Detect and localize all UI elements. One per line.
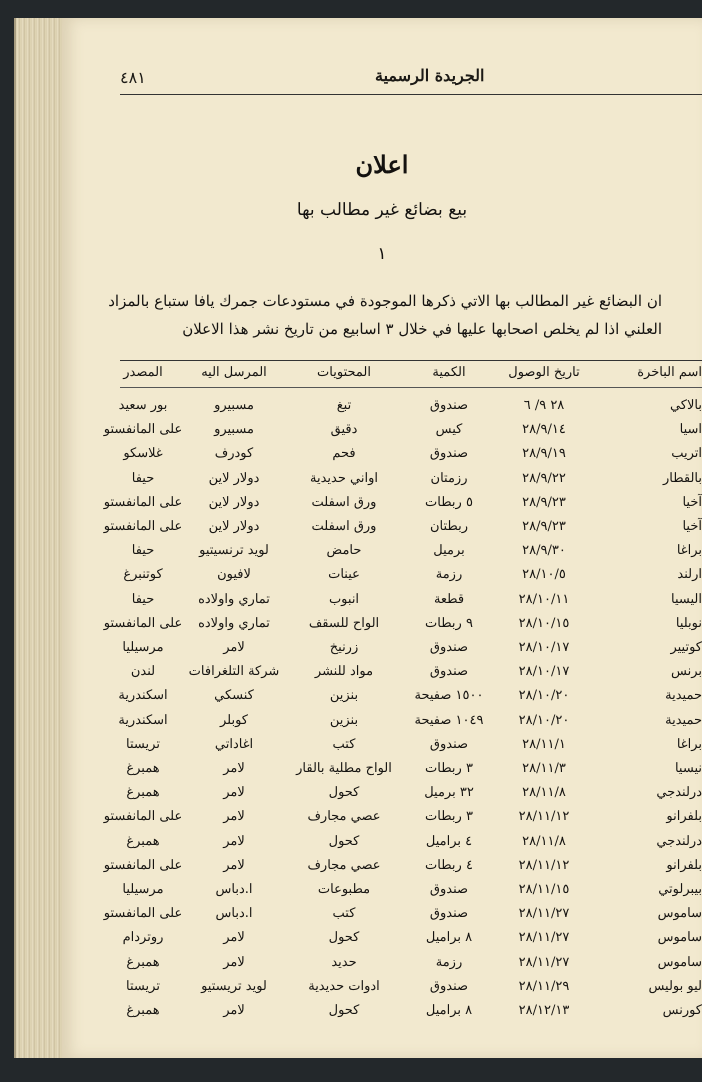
cell-ship: كوتيير (670, 640, 702, 655)
cell-date: ٢٨/١١/١٢ (518, 857, 570, 873)
table-row (62, 495, 702, 517)
cell-consignee: تماري واولاده (198, 591, 270, 607)
cell-ship: بالاكي (669, 398, 702, 413)
cell-contents: ادوات حديدية (308, 978, 380, 994)
table-row (62, 567, 702, 589)
cell-quantity: صندوق (429, 664, 469, 680)
cell-ship: درلندجي (656, 785, 702, 801)
cell-quantity: ١٥٠٠ صفيحة (414, 688, 484, 704)
cell-origin: حيفا (131, 591, 155, 607)
cell-origin: همبرغ (126, 833, 160, 849)
notice-number: ١ (377, 244, 387, 264)
cell-contents: دقيق (330, 422, 358, 438)
cell-date: ٢٨/٩/١٤ (522, 422, 566, 438)
cell-consignee: مسبيرو (214, 422, 254, 438)
cell-ship: بلفرانو (666, 809, 702, 825)
cell-consignee: دولار لاين (208, 494, 260, 510)
cell-date: ٢٨/٩/٢٣ (522, 519, 566, 534)
cell-origin: حيفا (131, 543, 155, 559)
cell-consignee: لامر (223, 857, 245, 873)
cell-ship: بيبرلوتي (658, 882, 702, 897)
publication-title: الجريدة الرسمية (375, 66, 485, 85)
cell-origin: على المانفستو (103, 422, 183, 438)
column-header-consignee: المرسل اليه (201, 365, 267, 380)
cell-contents: عينات (328, 567, 360, 583)
cell-contents: ورق اسفلت (311, 519, 377, 534)
table-row (62, 1003, 702, 1025)
cell-contents: اواني حديدية (310, 470, 378, 486)
table-row (62, 543, 702, 565)
table-row (62, 785, 702, 807)
page-number: ٤٨١ (120, 68, 146, 87)
cell-quantity: رزمة (435, 567, 463, 583)
table-header (62, 365, 702, 385)
cell-origin: على المانفستو (103, 906, 183, 922)
intro-line-1: ان البضائع غير المطالب بها الاتي ذكرها الموجودة في مستودعات جمرك يافا ستباع بالمزاد (108, 292, 662, 310)
notice-subtitle: بيع بضائع غير مطالب بها (296, 200, 468, 220)
cell-quantity: ٤ براميل (425, 833, 473, 849)
cell-quantity: ٥ ربطات (425, 494, 473, 510)
cell-quantity: كيس (435, 422, 463, 438)
table-row (62, 737, 702, 759)
cell-date: ٢٨/١٠/١١ (518, 591, 570, 607)
cell-origin: روتردام (122, 930, 164, 946)
cell-quantity: رزمتان (430, 470, 468, 486)
table-row (62, 640, 702, 662)
cell-date: ٢٨/١٠/٥ (522, 567, 566, 583)
cell-contents: الواح للسقف (308, 615, 380, 631)
cell-consignee: دولار لاين (208, 470, 260, 486)
cell-origin: على المانفستو (103, 494, 183, 510)
cell-date: ٢٨/١١/١٥ (518, 882, 570, 897)
cell-date: ٢٨/١٠/٢٠ (518, 688, 570, 704)
cell-quantity: رزمة (435, 954, 463, 970)
cell-contents: انبوب (328, 591, 360, 607)
cell-consignee: لامر (223, 640, 245, 655)
cell-consignee: ا.دباس (215, 882, 253, 897)
cell-contents: كحول (328, 833, 360, 849)
cell-quantity: ٤ ربطات (425, 857, 473, 873)
cell-consignee: لويد تريستيو (201, 978, 267, 994)
document-page (62, 18, 702, 1058)
table-row (62, 664, 702, 686)
cell-date: ٢٨/٩/٢٢ (522, 470, 566, 486)
cell-origin: اسكندرية (118, 688, 168, 704)
cell-quantity: صندوق (429, 978, 469, 994)
cell-contents: عصي مجارف (307, 857, 381, 873)
cell-quantity: قطعة (433, 591, 465, 607)
cell-date: ٢٨/١١/٨ (522, 785, 566, 801)
intro-line-2: العلني اذا لم يخلص اصحابها عليها في خلال ٣ اسابيع من تاريخ نشر هذا الاعلان (182, 320, 662, 338)
cell-ship: اليسيا (671, 591, 702, 607)
cell-ship: حميدية (665, 712, 702, 728)
cell-contents: الواح مطلية بالقار (296, 761, 392, 776)
cell-consignee: لامر (223, 1003, 245, 1018)
cell-consignee: لامر (223, 809, 245, 825)
table-row (62, 955, 702, 977)
cell-date: ٢٨/١١/١٢ (518, 809, 570, 825)
cell-ship: آخيا (682, 519, 702, 534)
table-row (62, 519, 702, 541)
cell-consignee: لامر (223, 833, 245, 849)
cell-ship: برنس (671, 664, 702, 680)
table-row (62, 979, 702, 1001)
cell-origin: همبرغ (126, 1003, 160, 1018)
cell-date: ٢٨/١٠/١٧ (518, 640, 570, 655)
cell-origin: اسكندرية (118, 712, 168, 728)
cell-ship: نوبليا (675, 615, 702, 631)
cell-origin: لندن (130, 664, 156, 680)
cell-ship: بلفرانو (666, 857, 702, 873)
cell-quantity: صندوق (429, 906, 469, 922)
cell-contents: زرنيخ (329, 640, 359, 655)
cell-contents: كحول (328, 930, 360, 946)
table-row (62, 446, 702, 468)
cell-date: ٢٨/١١/٢٧ (518, 954, 570, 970)
cell-contents: مواد للنشر (314, 664, 374, 680)
cell-origin: همبرغ (126, 785, 160, 801)
cell-date: ٢٨ ٩/ ٦ (523, 398, 565, 413)
cell-ship: ساموس (657, 906, 702, 922)
cell-date: ٢٨/١١/٢٧ (518, 930, 570, 946)
column-header-date: تاريخ الوصول (508, 365, 580, 380)
cell-date: ٢٨/١٠/٢٠ (518, 712, 570, 728)
cell-date: ٢٨/١٢/١٣ (518, 1003, 570, 1018)
table-top-rule (120, 360, 702, 361)
cell-quantity: صندوق (429, 882, 469, 897)
cell-ship: ساموس (657, 954, 702, 970)
cell-date: ٢٨/١٠/١٥ (518, 615, 570, 631)
cell-ship: بالقطار (662, 470, 702, 486)
cell-ship: اتريب (671, 446, 702, 462)
column-header-quantity: الكمية (432, 365, 466, 380)
page-header (120, 68, 702, 92)
column-header-ship: اسم الباخرة (637, 365, 702, 380)
cell-quantity: ١٠٤٩ صفيحة (414, 712, 484, 728)
cell-origin: همبرغ (126, 761, 160, 776)
cell-origin: مرسيليا (122, 640, 164, 655)
cell-ship: درلندجي (656, 833, 702, 849)
cell-contents: تبغ (336, 398, 352, 413)
cell-ship: براغا (676, 736, 702, 752)
cell-ship: ليو بوليس (648, 978, 702, 994)
cell-quantity: ٣ ربطات (425, 761, 473, 776)
table-row (62, 713, 702, 735)
cell-consignee: كوبلر (220, 712, 248, 728)
notice-title: اعلان (355, 150, 409, 179)
cell-consignee: كنسكي (214, 688, 254, 704)
table-row (62, 592, 702, 614)
cell-date: ٢٨/١١/٢٧ (518, 906, 570, 922)
cell-ship: ارلند (677, 567, 702, 583)
cell-origin: على المانفستو (103, 519, 183, 534)
cell-ship: آخيا (682, 494, 702, 510)
cell-consignee: شركة التلغرافات (188, 664, 280, 680)
cell-origin: على المانفستو (103, 857, 183, 873)
cell-date: ٢٨/٩/٢٣ (522, 494, 566, 510)
table-row (62, 616, 702, 638)
table-row (62, 834, 702, 856)
column-header-origin: المصدر (123, 365, 163, 380)
table-row (62, 930, 702, 952)
table-row (62, 882, 702, 904)
cell-quantity: برميل (433, 543, 465, 559)
cell-quantity: ٩ ربطات (425, 615, 473, 631)
cell-consignee: لافيون (217, 567, 251, 583)
cell-origin: على المانفستو (103, 809, 183, 825)
table-row (62, 422, 702, 444)
cell-consignee: تماري واولاده (198, 615, 270, 631)
cell-consignee: دولار لاين (208, 519, 260, 534)
cell-origin: تريستا (126, 736, 160, 752)
cell-consignee: مسبيرو (214, 398, 254, 413)
cell-date: ٢٨/١١/٣ (522, 761, 566, 776)
cell-ship: كورنس (662, 1003, 702, 1018)
table-header-rule (120, 387, 702, 388)
cell-contents: حديد (331, 954, 357, 970)
cell-consignee: ا.دباس (215, 906, 253, 922)
cell-quantity: ٨ براميل (425, 930, 473, 946)
cell-ship: ساموس (657, 930, 702, 946)
cell-contents: كحول (328, 785, 360, 801)
cell-contents: كتب (332, 906, 356, 922)
cell-contents: بنزين (329, 712, 359, 728)
table-row (62, 761, 702, 783)
cell-origin: كوتنبرغ (123, 567, 163, 583)
cell-consignee: لامر (223, 954, 245, 970)
page-edge (14, 18, 66, 1058)
cell-date: ٢٨/١١/٢٩ (518, 978, 570, 994)
cell-quantity: ربطتان (430, 519, 468, 534)
cell-date: ٢٨/٩/١٩ (522, 446, 566, 462)
cell-origin: مرسيليا (122, 882, 164, 897)
column-header-contents: المحتويات (317, 365, 371, 380)
table-row (62, 809, 702, 831)
header-rule (120, 94, 702, 95)
cell-ship: نيسيا (674, 761, 702, 776)
table-row (62, 906, 702, 928)
table-row (62, 688, 702, 710)
cell-consignee: لامر (223, 930, 245, 946)
cell-contents: حامض (326, 543, 362, 559)
cell-contents: كحول (328, 1003, 360, 1018)
cell-contents: كتب (332, 736, 356, 752)
cell-consignee: اغاداتي (214, 736, 254, 752)
table-row (62, 471, 702, 493)
cell-date: ٢٨/١١/٨ (522, 833, 566, 849)
cell-origin: حيفا (131, 470, 155, 486)
cell-quantity: ٣٢ برميل (424, 785, 474, 801)
cell-contents: فحم (332, 446, 356, 462)
cell-quantity: صندوق (429, 640, 469, 655)
cell-consignee: كودرف (214, 446, 254, 462)
cell-origin: تريستا (126, 978, 160, 994)
cell-quantity: صندوق (429, 736, 469, 752)
cell-ship: براغا (676, 543, 702, 559)
cell-ship: حميدية (665, 688, 702, 704)
cell-date: ٢٨/٩/٣٠ (522, 543, 566, 559)
cell-consignee: لامر (223, 785, 245, 801)
cell-origin: على المانفستو (103, 615, 183, 631)
table-row (62, 858, 702, 880)
cell-date: ٢٨/١٠/١٧ (518, 664, 570, 680)
cell-origin: بور سعيد (118, 398, 168, 413)
cell-quantity: صندوق (429, 398, 469, 413)
cell-date: ٢٨/١١/١ (522, 736, 566, 752)
cell-contents: مطبوعات (317, 882, 371, 897)
cell-quantity: ٣ ربطات (425, 809, 473, 825)
cell-quantity: صندوق (429, 446, 469, 462)
cell-origin: همبرغ (126, 954, 160, 970)
cell-contents: عصي مجارف (307, 809, 381, 825)
cell-quantity: ٨ براميل (425, 1003, 473, 1018)
cell-consignee: لامر (223, 761, 245, 776)
cell-origin: غلاسكو (123, 446, 163, 462)
cell-contents: ورق اسفلت (311, 494, 377, 510)
cell-contents: بنزين (329, 688, 359, 704)
table-row (62, 398, 702, 420)
cell-ship: اسيا (679, 422, 702, 438)
cell-consignee: لويد ترنسيتيو (199, 543, 269, 559)
